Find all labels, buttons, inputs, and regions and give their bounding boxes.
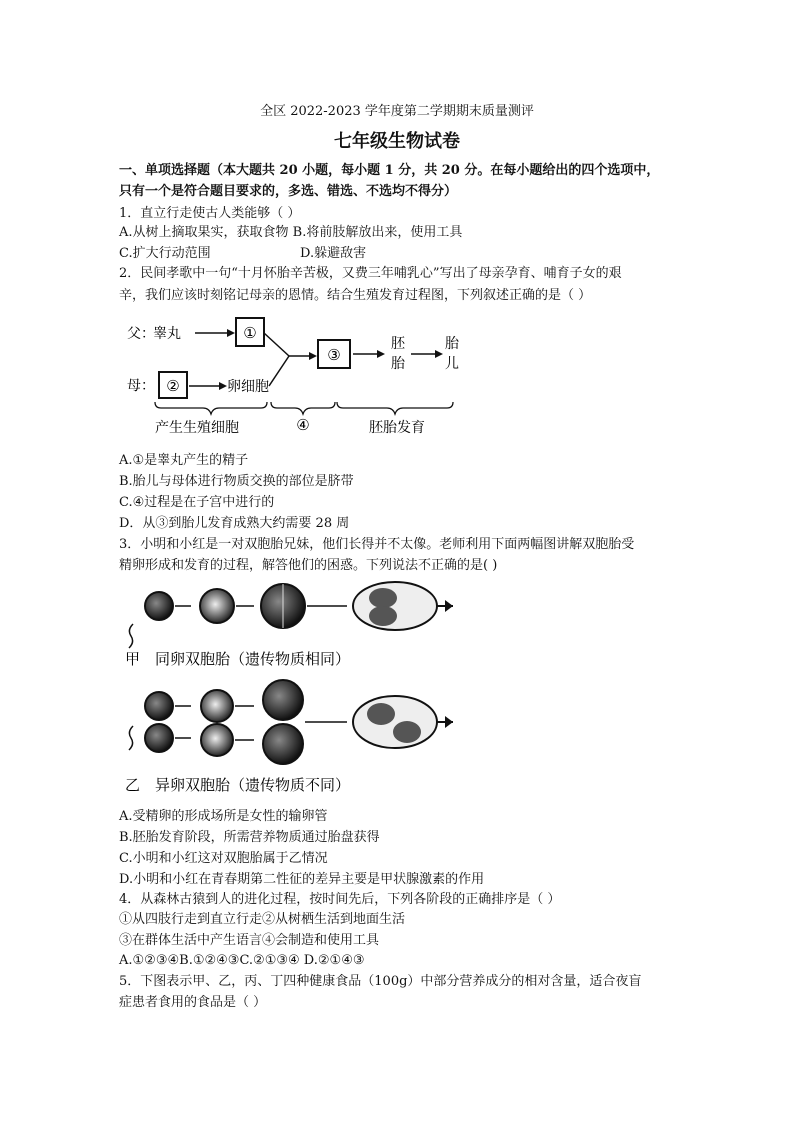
zygote-a bbox=[145, 592, 173, 620]
q4-items-1: ①从四肢行走到直立行走②从树栖生活到地面生活 bbox=[119, 912, 406, 927]
two-cell-b1 bbox=[201, 690, 233, 722]
q3-option-b: B.胚胎发育阶段，所需营养物质通过胎盘获得 bbox=[119, 830, 380, 845]
two-cell-a bbox=[200, 589, 234, 623]
q4-items-2: ③在群体生活中产生语言④会制造和使用工具 bbox=[119, 933, 380, 948]
q2-option-c: C.④过程是在子宫中进行的 bbox=[119, 495, 275, 510]
q5-stem: 5．下图表示甲、乙，丙、丁四种健康食品（100g）中部分营养成分的相对含量，适合夜盲 bbox=[119, 974, 642, 989]
father-label: 父： bbox=[127, 326, 155, 342]
identical-twins-label: 甲 同卵双胞胎（遗传物质相同） bbox=[125, 650, 351, 668]
twins-figure bbox=[119, 576, 459, 800]
zygote-b2 bbox=[145, 724, 173, 752]
twin-embryos-b bbox=[353, 696, 437, 748]
brace-2 bbox=[271, 402, 335, 414]
q2-option-a: A.①是睾丸产生的精子 bbox=[119, 453, 249, 468]
brace-3 bbox=[337, 402, 453, 414]
q3-option-a: A.受精卵的形成场所是女性的输卵管 bbox=[119, 809, 328, 824]
paper-title: 七年级生物试卷 bbox=[334, 131, 460, 152]
section-heading: 一、单项选择题（本大题共 20 小题，每小题 1 分，共 20 分。在每小题给出的四个选项中， bbox=[119, 163, 660, 178]
zygote-b1 bbox=[145, 692, 173, 720]
q2-option-d: D．从③到胎儿发育成熟大约需要 28 周 bbox=[119, 516, 350, 531]
section-heading-cont: 只有一个是符合题目要求的，多选、错选、不选均不得分） bbox=[119, 184, 458, 199]
brace-1 bbox=[155, 402, 267, 414]
q3-stem: 3．小明和小红是一对双胞胎兄妹，他们长得并不太像。老师利用下面两幅图讲解双胞胎受 bbox=[119, 537, 635, 552]
q3-stem-cont: 精卵形成和发育的过程，解答他们的困惑。下列说法不正确的是( ) bbox=[119, 558, 498, 573]
box-2-label: ② bbox=[166, 377, 180, 395]
brace-1-label: 产生生殖细胞 bbox=[155, 420, 239, 436]
reproduction-diagram bbox=[119, 308, 469, 438]
morula-b2 bbox=[263, 724, 303, 764]
twin-embryos-a bbox=[353, 582, 437, 630]
exam-title: 全区 2022-2023 学年度第二学期期末质量测评 bbox=[260, 104, 534, 119]
fetus-char2: 儿 bbox=[445, 356, 459, 372]
q2-stem-cont: 辛，我们应该时刻铭记母亲的恩情。结合生殖发育过程图，下列叙述正确的是（ ） bbox=[119, 288, 592, 303]
brace-3-label: 胚胎发育 bbox=[369, 420, 425, 436]
box-1-label: ① bbox=[243, 324, 257, 342]
q3-option-d: D.小明和小红在青春期第二性征的差异主要是甲状腺激素的作用 bbox=[119, 872, 485, 887]
q4-options: A.①②③④B.①②④③C.②①③④ D.②①④③ bbox=[119, 953, 365, 968]
q1-option-c: C.扩大行动范围 bbox=[119, 246, 211, 261]
two-cell-b2 bbox=[201, 724, 233, 756]
identical-twins-row bbox=[125, 582, 453, 668]
fetus-char1: 胎 bbox=[445, 336, 459, 352]
q1-option-d: D.躲避敌害 bbox=[300, 246, 367, 261]
q2-stem: 2．民间孝歌中一句“十月怀胎辛苦极，又费三年哺乳心”写出了母亲孕育、哺育子女的艰 bbox=[119, 266, 622, 281]
embryo-char2: 胎 bbox=[391, 356, 405, 372]
fraternal-twins-label: 乙 异卵双胞胎（遗传物质不同） bbox=[125, 776, 351, 794]
egg-label: 卵细胞 bbox=[227, 379, 269, 395]
morula-b1 bbox=[263, 680, 303, 720]
brace-2-label: ④ bbox=[296, 416, 310, 434]
embryo-char1: 胚 bbox=[391, 336, 405, 352]
q4-stem: 4．从森林古猿到人的进化过程，按时间先后，下列各阶段的正确排序是（ ） bbox=[119, 892, 561, 907]
testis-label: 睾丸 bbox=[153, 326, 181, 342]
q2-option-b: B.胎儿与母体进行物质交换的部位是脐带 bbox=[119, 474, 354, 489]
q1-options-ab: A.从树上摘取果实，获取食物 B.将前肢解放出来，使用工具 bbox=[119, 225, 463, 240]
fraternal-twins-row bbox=[125, 680, 453, 794]
q3-option-c: C.小明和小红这对双胞胎属于乙情况 bbox=[119, 851, 328, 866]
q5-stem-cont: 症患者食用的食品是（ ） bbox=[119, 995, 267, 1010]
q1-stem: 1．直立行走使古人类能够（ ） bbox=[119, 206, 301, 221]
mother-label: 母： bbox=[127, 378, 155, 394]
box-3-label: ③ bbox=[327, 346, 341, 364]
